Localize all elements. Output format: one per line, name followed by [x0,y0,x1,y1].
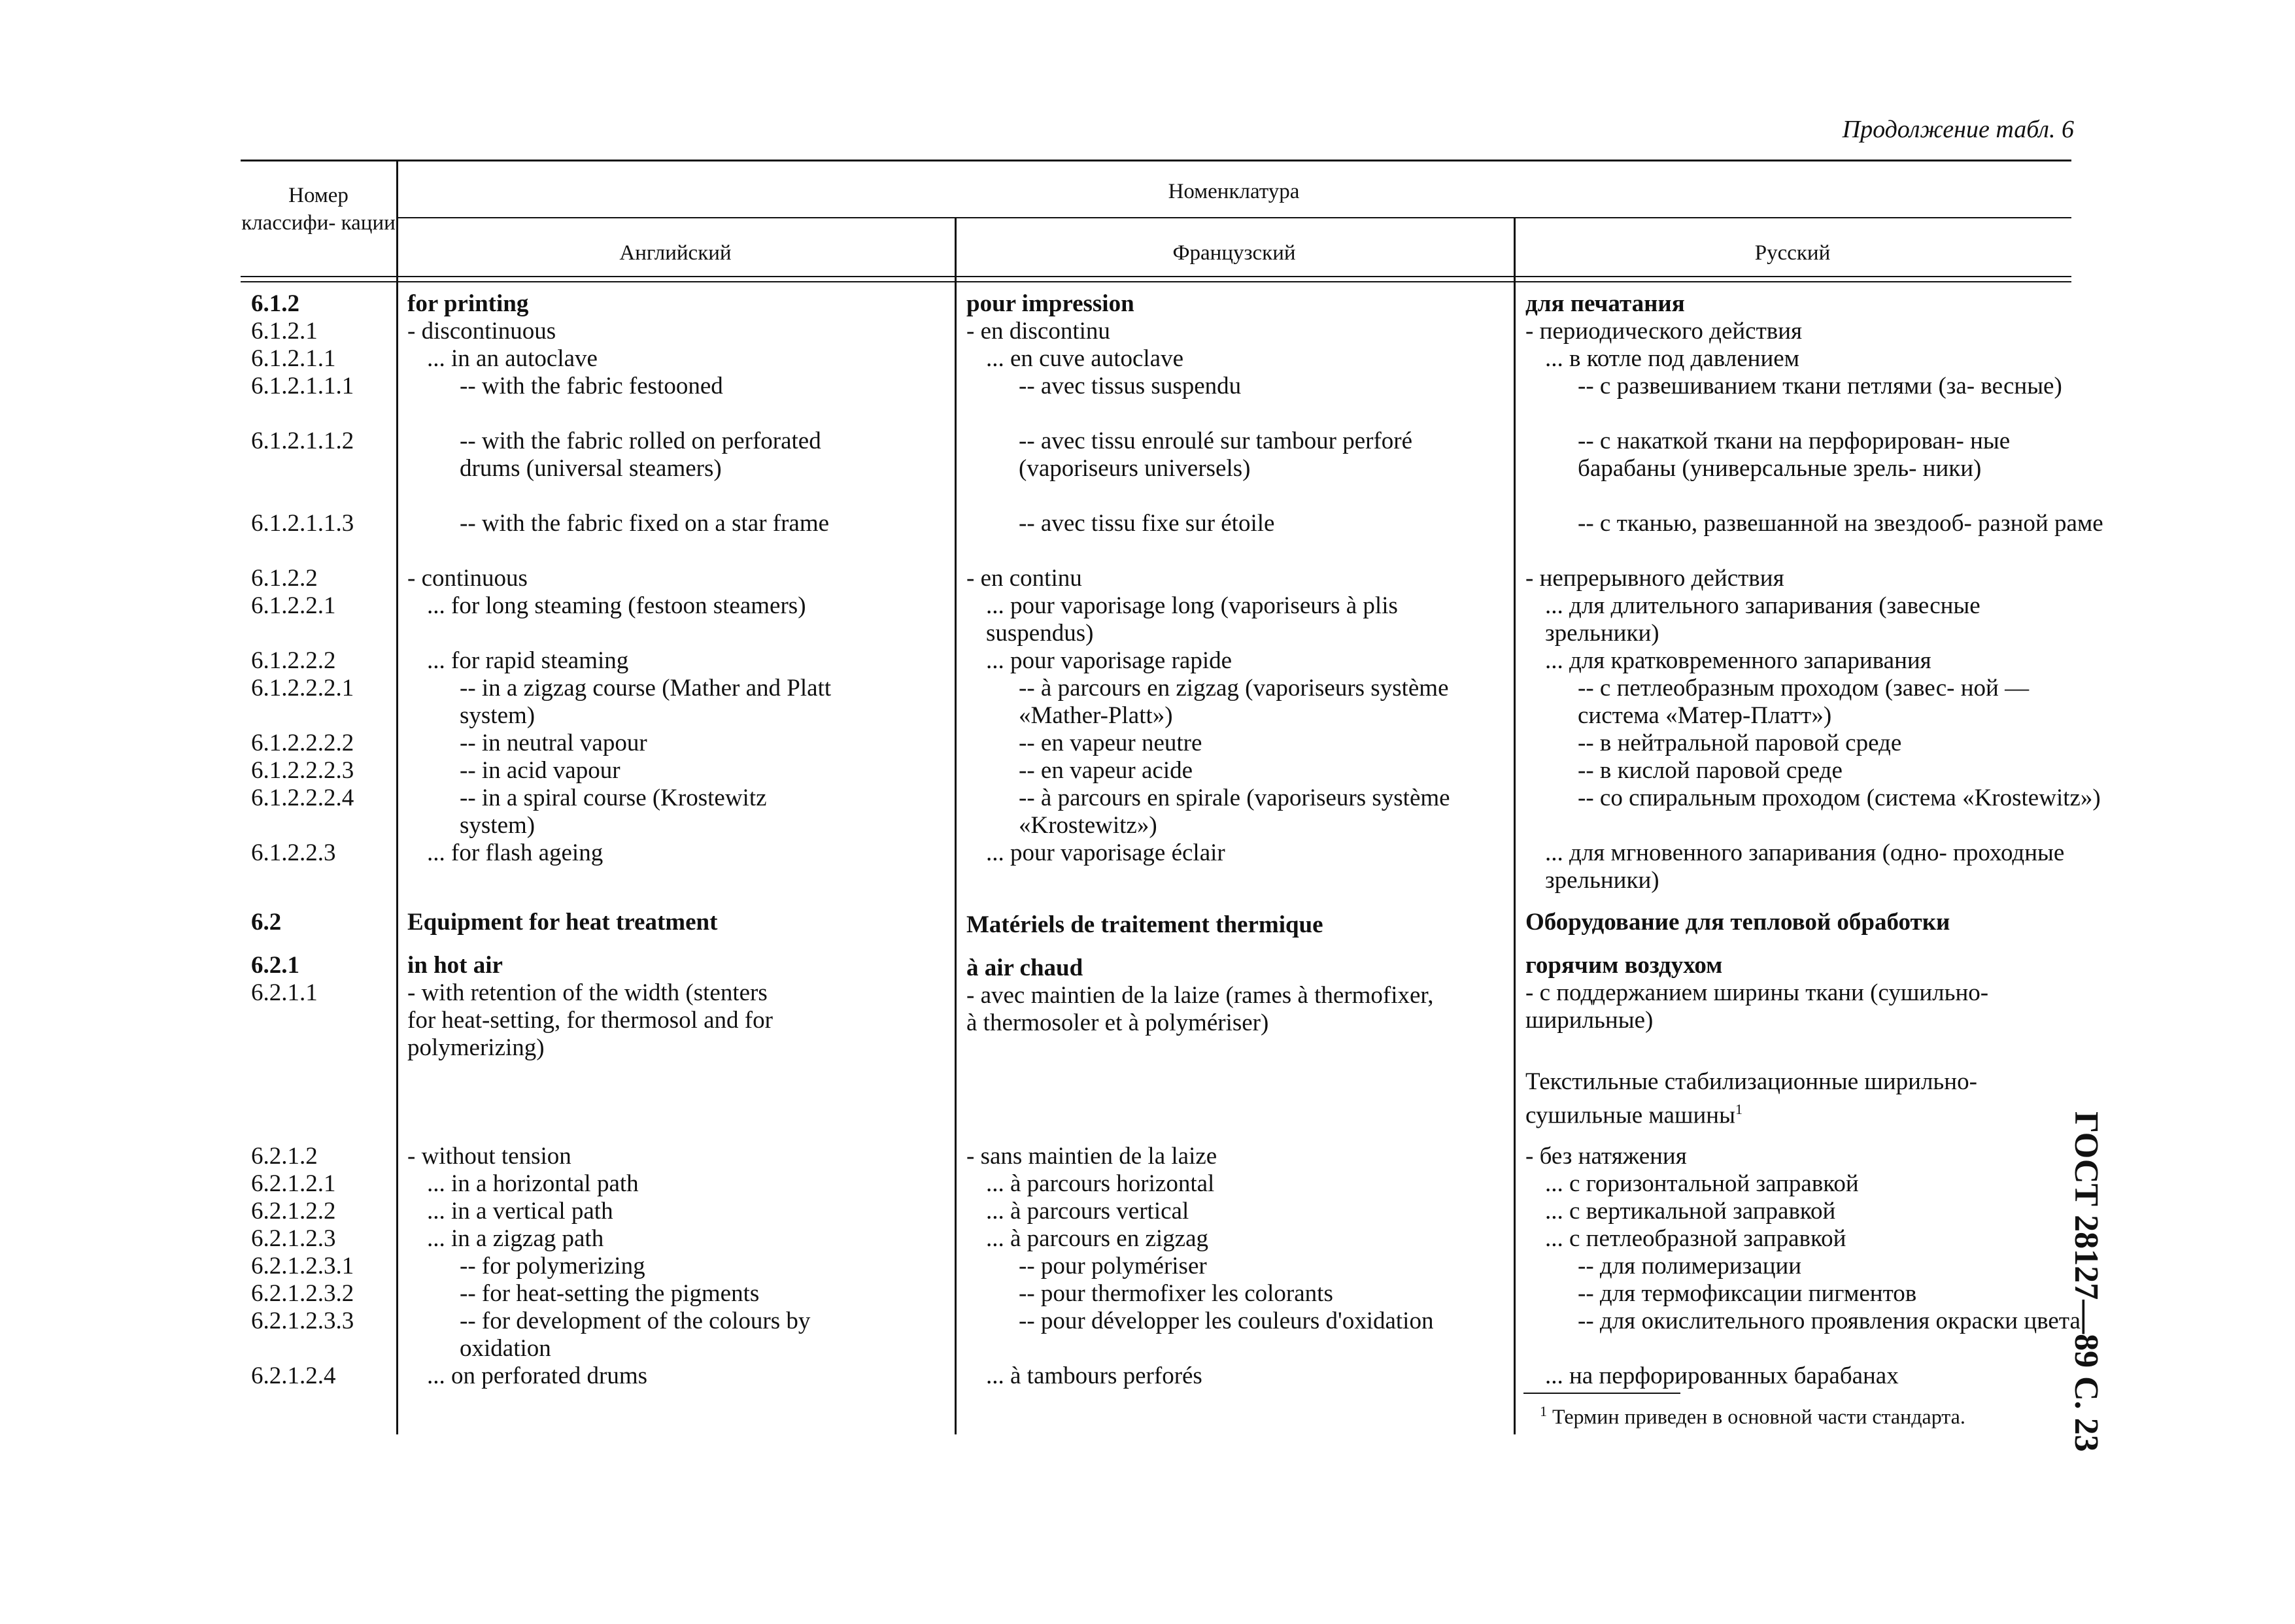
footnote-ref: 1 [1735,1101,1742,1117]
row-number: 6.2.1.2.3 [251,1225,336,1252]
row-russian: -- с накаткой ткани на перфорирован- ные барабаны (универсальные зрель- ники) [1578,428,2011,482]
row-russian: ... с петлеобразной заправкой [1545,1225,1846,1252]
header-mid-rule [396,217,2071,218]
row-number: 6.1.2.2.2 [251,647,336,674]
row-french: -- à parcours en spirale (vaporiseurs système «Krostewitz») [1019,785,1450,839]
header-bottom-rule-2 [241,281,2071,282]
row-french: -- à parcours en zigzag (vaporiseurs système «Mather-Platt») [1019,675,1449,729]
row-number: 6.1.2.1.1.3 [251,510,354,537]
row-french: -- pour développer les couleurs d'oxidation [1019,1308,1434,1334]
row-french: - avec maintien de la laize (rames à thermofixer, à thermosoler et à polymériser) [966,982,1434,1036]
table-top-rule [241,160,2071,161]
row-number: 6.2 [251,909,282,936]
row-french: pour impression [966,290,1134,317]
row-english: ... for rapid steaming [427,647,629,674]
row-french: ... à parcours en zigzag [986,1225,1209,1252]
row-number: 6.1.2.1 [251,318,318,345]
row-english: ... on perforated drums [427,1362,648,1389]
row-english: - with retention of the width (stenters for heat-setting, for thermosol and for polymerizing) [407,979,773,1061]
row-english: ... in an autoclave [427,345,598,372]
row-french: - sans maintien de la laize [966,1143,1217,1170]
header-english: Английский [619,241,732,265]
row-number: 6.1.2.2.2.1 [251,675,354,702]
row-number: 6.2.1.1 [251,979,318,1006]
row-number: 6.2.1.2.3.1 [251,1253,354,1279]
row-french: -- en vapeur neutre [1019,730,1202,756]
row-russian: -- для полимеризации [1578,1253,1802,1279]
row-russian: для печатания [1525,290,1685,317]
row-number: 6.2.1.2.3.3 [251,1308,354,1334]
row-russian: -- с тканью, развешанной на звездооб- разной раме [1578,510,2103,537]
row-french: ... pour vaporisage long (vaporiseurs à plis suspendus) [986,592,1398,647]
row-number: 6.1.2.2.3 [251,839,336,866]
row-french: ... pour vaporisage rapide [986,647,1232,674]
row-english: -- in neutral vapour [460,730,647,756]
row-english: ... in a zigzag path [427,1225,604,1252]
row-russian-text: Текстильные стабилизационные ширильно- сушильные машины [1525,1068,1977,1129]
row-russian: -- с развешиванием ткани петлями (за- весные) [1578,373,2062,399]
header-number: Номер классифи- кации [241,184,396,235]
row-number: 6.1.2.2.2.4 [251,785,354,811]
row-number: 6.2.1.2.1 [251,1170,336,1197]
row-english: -- in acid vapour [460,757,620,784]
row-english: -- with the fabric fixed on a star frame [460,510,830,537]
row-english: Equipment for heat treatment [407,909,718,936]
row-french: -- pour thermofixer les colorants [1019,1280,1333,1307]
row-english: -- for heat-setting the pigments [460,1280,760,1307]
row-french: à air chaud [966,955,1083,981]
row-russian: - с поддержанием ширины ткани (сушильно- ширильные) [1525,979,1989,1034]
row-russian: -- в кислой паровой среде [1578,757,1843,784]
row-english: -- for development of the colours by oxidation [460,1308,811,1362]
row-french: -- avec tissu enroulé sur tambour perforé (vaporiseurs universels) [1019,428,1413,482]
row-english: in hot air [407,952,503,979]
footnote-text: Термин приведен в основной части стандарта. [1552,1404,1965,1429]
row-number: 6.1.2.1.1.2 [251,428,354,454]
row-english: ... for long steaming (festoon steamers) [427,592,806,619]
row-french: Matériels de traitement thermique [966,911,1323,938]
row-english: -- in a zigzag course (Mather and Platt system) [460,675,832,729]
row-russian: горячим воздухом [1525,952,1723,979]
row-french: -- avec tissus suspendu [1019,373,1242,399]
row-russian: ... с вертикальной заправкой [1545,1198,1836,1225]
row-russian: -- для термофиксации пигментов [1578,1280,1917,1307]
document-title-vertical: ГОСТ 28127—89 С. 23 [2067,1111,2105,1452]
row-number: 6.1.2.1.1.1 [251,373,354,399]
row-english: ... for flash ageing [427,839,604,866]
col-divider-3 [1514,218,1516,1434]
row-number: 6.2.1.2 [251,1143,318,1170]
header-nomenclature: Номенклатура [1168,180,1300,203]
footnote-marker: 1 [1540,1403,1547,1419]
row-english: -- with the fabric festooned [460,373,723,399]
row-number: 6.2.1.2.4 [251,1362,336,1389]
row-russian: - без натяжения [1525,1143,1687,1170]
row-number: 6.2.1.2.3.2 [251,1280,354,1307]
row-french: ... à parcours vertical [986,1198,1189,1225]
row-russian: ... для кратковременного запаривания [1545,647,1931,674]
header-note: Продолжение табл. 6 [1842,116,2074,143]
row-russian: ... для мгновенного запаривания (одно- проходные зрельники) [1545,839,2065,894]
row-english: for printing [407,290,529,317]
row-english: ... in a vertical path [427,1198,613,1225]
row-russian: -- со спиральным проходом (система «Krostewitz») [1578,785,2101,811]
row-french: ... à parcours horizontal [986,1170,1215,1197]
row-number: 6.1.2.2.2.3 [251,757,354,784]
row-russian: Оборудование для тепловой обработки [1525,909,1950,936]
footnote-rule [1523,1393,1680,1394]
row-number: 6.1.2.2.1 [251,592,336,619]
row-russian [1525,1068,2062,1129]
row-english: - without tension [407,1143,571,1170]
row-english: - continuous [407,565,528,592]
row-english: -- with the fabric rolled on perforated drums (universal steamers) [460,428,821,482]
row-number: 6.1.2 [251,290,299,317]
row-russian: -- для окислительного проявления окраски цвета [1578,1308,2081,1334]
row-french: - en continu [966,565,1082,592]
row-english: - discontinuous [407,318,556,345]
row-french: - en discontinu [966,318,1110,345]
row-russian: - непрерывного действия [1525,565,1784,592]
row-russian: ... в котле под давлением [1545,345,1800,372]
row-russian: -- с петлеобразным проходом (завес- ной — система «Матер-Платт») [1578,675,2030,729]
row-french: ... en cuve autoclave [986,345,1184,372]
row-number: 6.1.2.2.2.2 [251,730,354,756]
row-french: -- pour polymériser [1019,1253,1207,1279]
row-russian: -- в нейтральной паровой среде [1578,730,1902,756]
row-russian: ... для длительного запаривания (завесные зрельники) [1545,592,1980,647]
col-divider-2 [955,218,957,1434]
header-bottom-rule-1 [241,276,2071,277]
footnote [1540,1403,1965,1429]
row-number: 6.1.2.2 [251,565,318,592]
row-english: ... in a horizontal path [427,1170,639,1197]
row-russian: ... на перфорированных барабанах [1545,1362,1899,1389]
row-french: ... pour vaporisage éclair [986,839,1225,866]
row-number: 6.2.1.2.2 [251,1198,336,1225]
row-french: ... à tambours perforés [986,1362,1202,1389]
header-russian: Русский [1754,241,1831,265]
header-french: Французский [1172,241,1296,265]
row-english: -- for polymerizing [460,1253,645,1279]
row-french: -- en vapeur acide [1019,757,1193,784]
col-divider-1 [396,160,398,1434]
row-russian: ... с горизонтальной заправкой [1545,1170,1859,1197]
row-number: 6.2.1 [251,952,299,979]
row-french: -- avec tissu fixe sur étoile [1019,510,1275,537]
row-number: 6.1.2.1.1 [251,345,336,372]
row-english: -- in a spiral course (Krostewitz system) [460,785,767,839]
row-russian: - периодического действия [1525,318,1803,345]
